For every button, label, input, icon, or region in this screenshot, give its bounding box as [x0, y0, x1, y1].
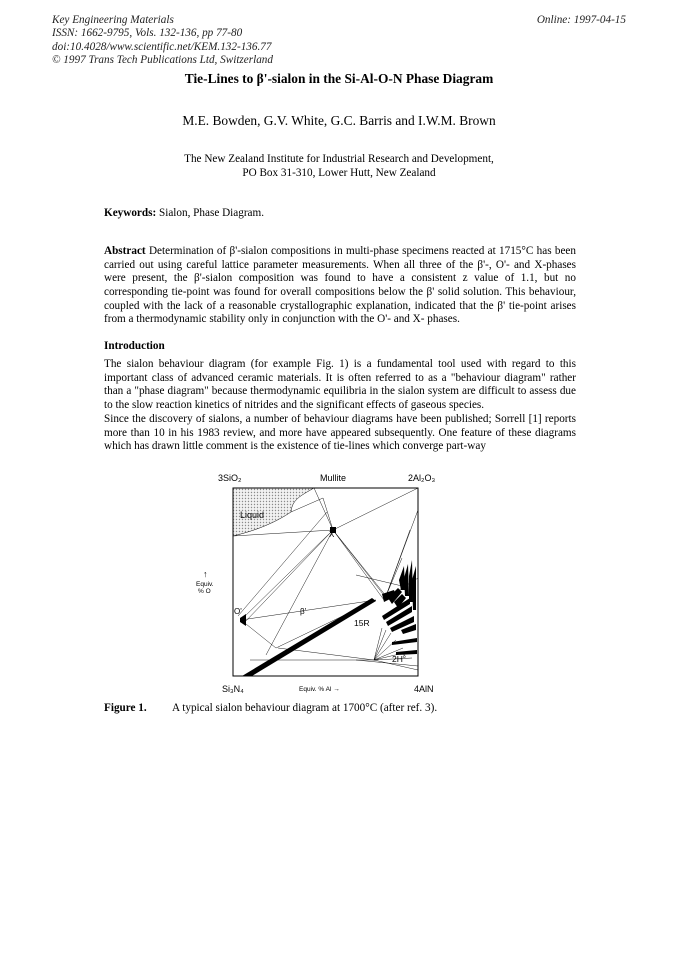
- figure-caption-text: A typical sialon behaviour diagram at 1700°C (after ref. 3).: [172, 702, 438, 714]
- corner-label-2al2o3: 2Al₂O₃: [408, 473, 436, 483]
- figure-caption-label: Figure 1.: [104, 702, 147, 714]
- label-x-phase: X: [329, 530, 335, 539]
- label-2h: [392, 654, 406, 664]
- abstract-label: Abstract: [104, 245, 146, 257]
- y-axis-label-1: Equiv.: [196, 581, 214, 588]
- paper-title: Tie-Lines to β'-sialon in the Si-Al-O-N Phase Diagram: [184, 71, 494, 86]
- abstract-text: Determination of β'-sialon compositions in multi-phase specimens reacted at 1715°C has been carried out using careful lattice parameter measurements. When all three of the β'-, O'- and X-phases were present, the β'-sialon composition was found to have a consistent z value of 1.1, but no corresponding tie-point was found for overall compositions below the β' solid solution. This behaviour, coupled with the lack of a reasonable crystallographic explanation, indicated that the β' tie-point arises from a thermodynamic stability only in conjunction with the O'- and X- phases.: [104, 245, 576, 326]
- journal-name: Key Engineering Materials: [52, 14, 174, 26]
- introduction-paragraph-1: The sialon behaviour diagram (for example Fig. 1) is a fundamental tool used with regard to this important class of advanced ceramic materials. It is often referred to as a "behaviour diagram" rather than a "phase diagram" because thermodynamic equilibria in the sialon system are difficult to assess due to the slow reaction kinetics of nitrides and the significant effects of gaseous species.: [104, 358, 576, 411]
- label-o-prime: O': [234, 607, 242, 616]
- doi-line: doi:10.4028/www.scientific.net/KEM.132-136.77: [52, 40, 272, 53]
- affiliation-line-1: The New Zealand Institute for Industrial Research and Development,: [184, 153, 494, 165]
- affiliation-line-2: PO Box 31-310, Lower Hutt, New Zealand: [242, 166, 436, 179]
- author-list: M.E. Bowden, G.V. White, G.C. Barris and I.W.M. Brown: [182, 113, 496, 128]
- y-axis-arrow: ↑: [203, 569, 208, 579]
- label-2h-text: 2H: [392, 654, 403, 664]
- label-liquid: Liquid: [240, 510, 265, 520]
- behaviour-diagram-figure: [196, 470, 456, 696]
- introduction-paragraph-2: Since the discovery of sialons, a number of behaviour diagrams have been published; Sorrell [1] reports more than 10 in his 1983 review, and more have appeared subsequently. One feature of these diagrams which has drawn little comment is the existence of tie-lines which converge part-way: [104, 413, 576, 453]
- issn-line: ISSN: 1662-9795, Vols. 132-136, pp 77-80: [52, 27, 243, 40]
- label-2h-superscript: δ: [402, 654, 406, 660]
- abstract: [104, 245, 576, 327]
- keywords-label: Keywords:: [104, 207, 157, 219]
- journal-header: [52, 14, 273, 68]
- online-date: Online: 1997-04-15: [536, 14, 626, 26]
- x-axis-label: Equiv. % Al →: [299, 686, 340, 693]
- keywords: [104, 207, 576, 221]
- section-heading-introduction: Introduction: [104, 340, 165, 352]
- corner-label-mullite: Mullite: [320, 473, 347, 483]
- figure-caption: [104, 702, 437, 714]
- label-15r: 15R: [354, 618, 370, 628]
- corner-label-4aln: 4AlN: [414, 684, 434, 694]
- affiliation: [0, 153, 678, 180]
- keywords-text: Sialon, Phase Diagram.: [156, 207, 265, 219]
- corner-label-si3n4: Si₃N₄: [222, 684, 244, 694]
- y-axis-label-2: % O: [198, 588, 211, 595]
- label-beta-prime: β': [300, 607, 307, 616]
- corner-label-3sio2: 3SiO₂: [218, 473, 242, 483]
- copyright-line: © 1997 Trans Tech Publications Ltd, Switzerland: [52, 54, 273, 67]
